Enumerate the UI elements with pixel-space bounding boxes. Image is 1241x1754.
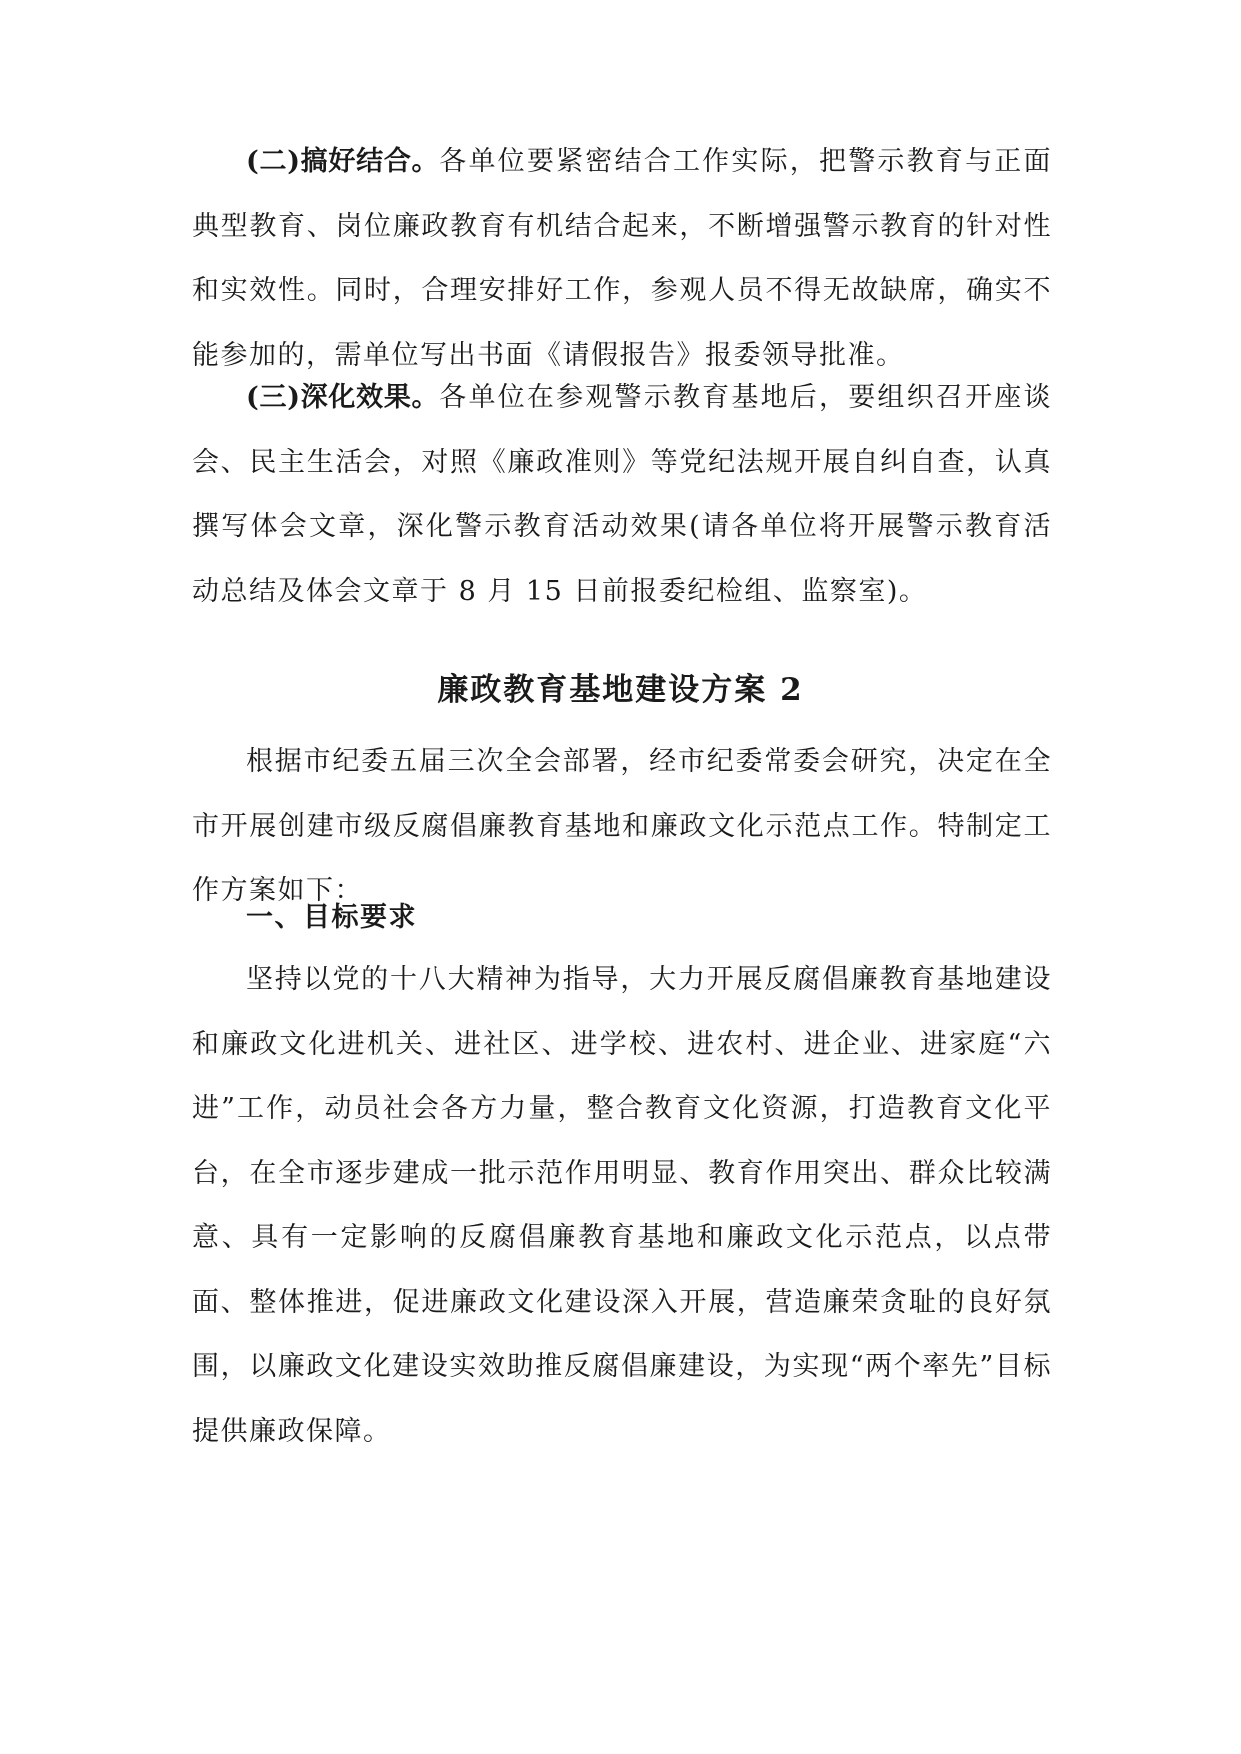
paragraph-section-c (192, 366, 1052, 624)
section-b-lead: (二)搞好结合。 (246, 146, 440, 177)
section-b-text: 各单位要紧密结合工作实际，把警示教育与正面典型教育、岗位廉政教育有机结合起来，不断增强警示教育的针对性和实效性。同时，合理安排好工作，参观人员不得无故缺席，确实不能参加的，需单位写出书面《请假报告》报委领导批准。 (192, 146, 1052, 371)
heading-goal-requirements: 一、目标要求 (246, 902, 417, 933)
paragraph-intro: 根据市纪委五届三次全会部署，经市纪委常委会研究，决定在全市开展创建市级反腐倡廉教育基地和廉政文化示范点工作。特制定工作方案如下： (192, 746, 1052, 906)
document-title: 廉政教育基地建设方案 2 (437, 672, 804, 708)
section-c-text: 各单位在参观警示教育基地后，要组织召开座谈会、民主生活会，对照《廉政准则》等党纪法规开展自纠自查，认真撰写体会文章，深化警示教育活动效果(请各单位将开展警示教育活动总结及体会文章于 8 月 15 日前报委纪检组、监察室)。 (192, 382, 1052, 607)
section-c-lead: (三)深化效果。 (246, 382, 440, 413)
paragraph-section-b (192, 130, 1052, 388)
paragraph-goal-text: 坚持以党的十八大精神为指导，大力开展反腐倡廉教育基地建设和廉政文化进机关、进社区、进学校、进农村、进企业、进家庭“六进”工作，动员社会各方力量，整合教育文化资源，打造教育文化平台，在全市逐步建成一批示范作用明显、教育作用突出、群众比较满意、具有一定影响的反腐倡廉教育基地和廉政文化示范点，以点带面、整体推进，促进廉政文化建设深入开展，营造廉荣贪耻的良好氛围，以廉政文化建设实效助推反腐倡廉建设，为实现“两个率先”目标提供廉政保障。 (192, 964, 1052, 1447)
